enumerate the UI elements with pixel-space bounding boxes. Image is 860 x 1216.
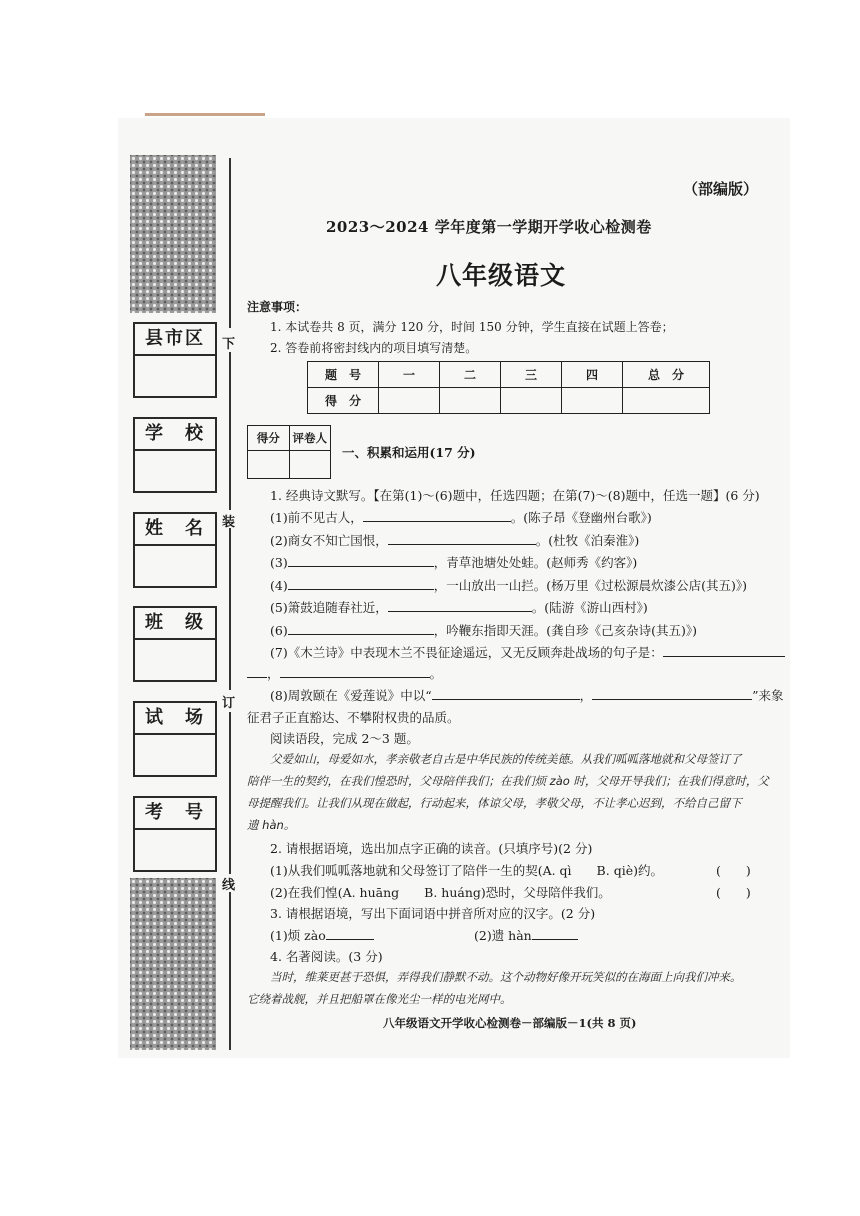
answer-blank[interactable]	[592, 689, 752, 700]
score-input-cell[interactable]	[440, 388, 501, 414]
scan-edge-mark	[145, 113, 265, 116]
binding-char: 下	[222, 337, 236, 352]
score-table-header-row	[308, 362, 710, 388]
answer-blank[interactable]	[247, 667, 267, 678]
school-label: 学 校	[135, 419, 215, 451]
answer-blank[interactable]	[288, 624, 434, 635]
page-footer: 八年级语文开学收心检测卷－部编版－1(共 8 页)	[383, 1016, 637, 1030]
notice-item: 2. 答卷前将密封线内的项目填写清楚。	[270, 341, 478, 355]
score-cell: 总 分	[623, 362, 710, 388]
passage-line: 陪伴一生的契约，在我们惶恐时，父母陪伴我们；在我们烦 zào 时，父母开导我们；在我们得意时，父	[247, 774, 769, 788]
question-prompt: 4. 名著阅读。(3 分)	[270, 949, 383, 964]
binding-line	[229, 892, 231, 1050]
answer-line-continuation: ， 。	[247, 664, 442, 682]
score-cell: 三	[501, 362, 562, 388]
binding-line	[229, 528, 231, 690]
poem-item: (8)周敦颐在《爱莲说》中以“ ， ”来象	[270, 688, 784, 703]
poem-item: (4) ，一山放出一山拦。(杨万里《过松源晨炊漆公店(其五)》)	[270, 578, 747, 593]
poem-item: (3) ，青草池塘处处蛙。(赵师秀《约客》)	[270, 555, 638, 570]
answer-blank[interactable]	[388, 534, 536, 545]
score-cell: 二	[440, 362, 501, 388]
grader-score-label: 得分	[256, 431, 280, 445]
score-input-cell[interactable]	[501, 388, 562, 414]
grader-name-label: 评卷人	[289, 426, 331, 450]
question-item: (1)从我们呱呱落地就和父母签订了陪伴一生的契(A. qì B. qiè)约。	[270, 863, 663, 878]
poem-item: (1)前不见古人， 。(陈子昂《登幽州台歌》)	[270, 510, 652, 525]
binding-char: 线	[222, 878, 236, 893]
poem-item: (7)《木兰诗》中表现木兰不畏征途遥远，又无反顾奔赴战场的句子是：	[270, 643, 785, 661]
grader-name-cell[interactable]	[289, 451, 331, 478]
question-item: (2)在我们惶(A. huāng B. huáng)恐时，父母陪伴我们。	[270, 885, 611, 900]
score-cell: 题 号	[308, 362, 379, 388]
binding-char: 装	[222, 515, 236, 530]
grader-score-cell[interactable]	[248, 451, 289, 478]
answer-blank[interactable]	[288, 579, 434, 590]
score-cell: 得 分	[308, 388, 379, 414]
binding-line	[229, 712, 231, 874]
decorative-pattern-top	[130, 155, 216, 313]
binding-char: 订	[222, 696, 236, 711]
poem-item: (6) ，吟鞭东指即天涯。(龚自珍《己亥杂诗(其五)》)	[270, 623, 697, 638]
binding-line	[229, 352, 231, 510]
score-input-cell[interactable]	[623, 388, 710, 414]
answer-parentheses[interactable]: ( )	[716, 863, 751, 878]
name-label: 姓 名	[135, 514, 215, 546]
section-title: 一、积累和运用(17 分)	[342, 445, 476, 460]
poem-item: (2)商女不知亡国恨， 。(杜牧《泊秦淮》)	[270, 533, 640, 548]
class-label: 班 级	[135, 608, 215, 640]
answer-parentheses[interactable]: ( )	[716, 885, 751, 900]
passage-line: 当时，维莱更甚于恐惧，弄得我们静默不动。这个动物好像开玩笑似的在海面上向我们冲来。	[270, 970, 742, 984]
edition-label: （部编版）	[683, 180, 759, 198]
score-table	[307, 361, 710, 414]
poem-item: (5)箫鼓追随春社近， 。(陆游《游山西村》)	[270, 600, 648, 615]
name-field[interactable]	[133, 512, 217, 588]
exam-number-field[interactable]	[133, 796, 217, 872]
answer-blank[interactable]	[532, 929, 578, 940]
binding-line	[229, 158, 231, 328]
subject-title: 八年级语文	[436, 261, 567, 290]
score-cell: 四	[562, 362, 623, 388]
answer-blank[interactable]	[363, 511, 511, 522]
score-input-cell[interactable]	[562, 388, 623, 414]
question-text: 征君子正直豁达、不攀附权贵的品质。	[247, 710, 460, 725]
county-label: 县市区	[135, 324, 215, 356]
class-field[interactable]	[133, 606, 217, 682]
notice-heading: 注意事项：	[247, 300, 308, 314]
notice-item: 1. 本试卷共 8 页，满分 120 分，时间 150 分钟，学生直接在试题上答卷；	[270, 320, 674, 334]
answer-blank[interactable]	[388, 601, 532, 612]
reading-intro: 阅读语段，完成 2～3 题。	[270, 731, 419, 746]
decorative-pattern-bottom	[130, 878, 216, 1050]
passage-line: 父爱如山，母爱如水，孝亲敬老自古是中华民族的传统美德。从我们呱呱落地就和父母签订了	[270, 752, 742, 766]
answer-blank[interactable]	[432, 689, 580, 700]
passage-line: 它绕着战舰，并且把船罩在像光尘一样的电光网中。	[247, 992, 512, 1006]
county-field[interactable]	[133, 322, 217, 398]
answer-blank[interactable]	[280, 667, 430, 678]
answer-blank[interactable]	[663, 646, 785, 657]
exam-number-label: 考 号	[135, 798, 215, 830]
answer-blank[interactable]	[288, 556, 434, 567]
question-item: (2)遗 hàn	[474, 926, 578, 944]
exam-room-field[interactable]	[133, 701, 217, 777]
passage-line: 母提醒我们。让我们从现在做起，行动起来，体谅父母，孝敬父母，不让孝心迟到，不给自己留下	[247, 796, 742, 810]
grader-box	[247, 425, 331, 479]
question-prompt: 2. 请根据语境，选出加点字正确的读音。(只填序号)(2 分)	[270, 841, 593, 856]
answer-blank[interactable]	[326, 929, 374, 940]
school-field[interactable]	[133, 417, 217, 493]
score-input-cell[interactable]	[379, 388, 440, 414]
question-item: (1)烦 zào	[270, 926, 374, 944]
exam-title: 2023～2024 学年度第一学期开学收心检测卷	[326, 218, 652, 236]
exam-room-label: 试 场	[135, 703, 215, 735]
score-table-score-row	[308, 388, 710, 414]
question-prompt: 1. 经典诗文默写。【在第(1)～(6)题中，任选四题；在第(7)～(8)题中，任选一题】(6 分)	[270, 488, 760, 503]
score-cell: 一	[379, 362, 440, 388]
question-prompt: 3. 请根据语境，写出下面词语中拼音所对应的汉字。(2 分)	[270, 906, 596, 921]
passage-line: 遗 hàn。	[247, 818, 296, 832]
